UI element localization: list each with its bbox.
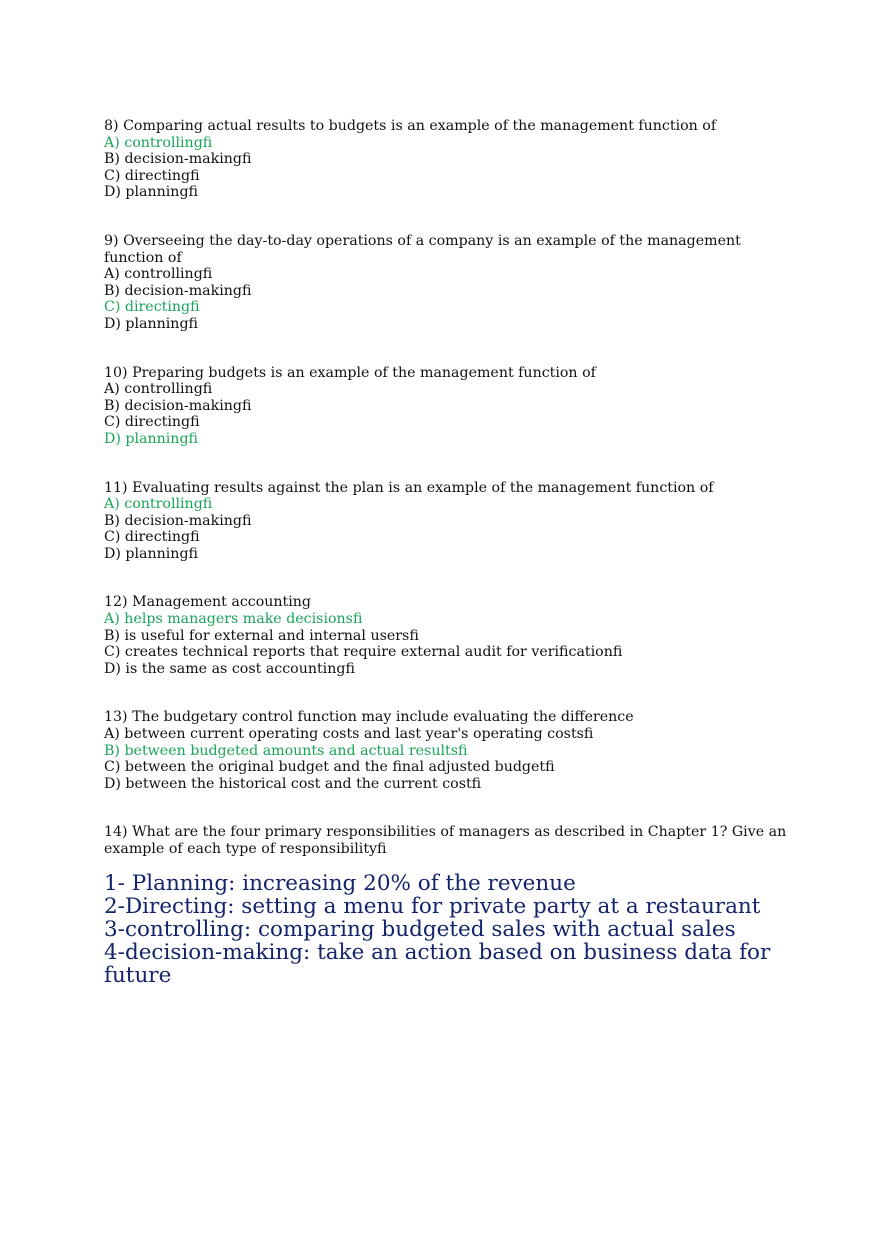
answer-option: A) controllingfi bbox=[104, 381, 213, 398]
correct-answer-option: A) controllingfi bbox=[104, 496, 213, 513]
answer-option: D) planningfi bbox=[104, 315, 198, 332]
answer-option: C) directingfi bbox=[104, 167, 200, 184]
answer-option: B) decision-makingfi bbox=[104, 397, 252, 414]
question-block bbox=[104, 594, 794, 677]
question-block bbox=[104, 709, 794, 792]
answer-option: D) planningfi bbox=[104, 545, 198, 562]
answer-option: C) directingfi bbox=[104, 414, 200, 431]
question-text: 11) Evaluating results against the plan is an example of the management function of bbox=[104, 479, 714, 496]
document-page bbox=[104, 118, 794, 988]
answer-option: C) creates technical reports that require external audit for verificationfi bbox=[104, 644, 623, 661]
answer-option: B) is useful for external and internal usersfi bbox=[104, 627, 419, 644]
question-text: 10) Preparing budgets is an example of the management function of bbox=[104, 364, 596, 381]
answer-line: 2-Directing: setting a menu for private party at a restaurant bbox=[104, 893, 761, 919]
answer-option: D) is the same as cost accountingfi bbox=[104, 660, 355, 677]
answer-option: B) decision-makingfi bbox=[104, 151, 252, 168]
correct-answer-option: A) helps managers make decisionsfi bbox=[104, 611, 363, 628]
correct-answer-option: A) controllingfi bbox=[104, 134, 213, 151]
correct-answer-option: D) planningfi bbox=[104, 430, 198, 447]
answer-option: B) decision-makingfi bbox=[104, 512, 252, 529]
question-14 bbox=[104, 824, 794, 857]
answer-option: B) decision-makingfi bbox=[104, 282, 252, 299]
question-text: 8) Comparing actual results to budgets is an example of the management function of bbox=[104, 118, 717, 134]
answer-option: A) controllingfi bbox=[104, 266, 213, 283]
answer-line: 4-decision-making: take an action based on business data for future bbox=[104, 940, 771, 989]
answer-option: C) between the original budget and the final adjusted budgetfi bbox=[104, 759, 555, 776]
answer-option: D) planningfi bbox=[104, 184, 198, 201]
written-answer bbox=[104, 872, 794, 988]
answer-option: D) between the historical cost and the current costfi bbox=[104, 775, 482, 792]
question-text: 13) The budgetary control function may include evaluating the difference bbox=[104, 709, 634, 726]
answer-line: 3-controlling: comparing budgeted sales with actual sales bbox=[104, 917, 736, 942]
correct-answer-option: C) directingfi bbox=[104, 299, 200, 316]
answer-line: 1- Planning: increasing 20% of the revenue bbox=[104, 870, 576, 896]
question-text: 9) Overseeing the day-to-day operations of a company is an example of the management function of bbox=[104, 232, 741, 266]
question-list bbox=[104, 118, 794, 792]
question-block bbox=[104, 480, 794, 563]
question-text: 14) What are the four primary responsibilities of managers as described in Chapter 1? Give an example of each type of responsibilityfi bbox=[104, 824, 787, 857]
question-block bbox=[104, 118, 794, 201]
question-text: 12) Management accounting bbox=[104, 594, 311, 611]
correct-answer-option: B) between budgeted amounts and actual resultsfi bbox=[104, 742, 468, 759]
question-block bbox=[104, 233, 794, 333]
question-block bbox=[104, 365, 794, 448]
answer-option: C) directingfi bbox=[104, 529, 200, 546]
answer-option: A) between current operating costs and last year's operating costsfi bbox=[104, 726, 594, 743]
